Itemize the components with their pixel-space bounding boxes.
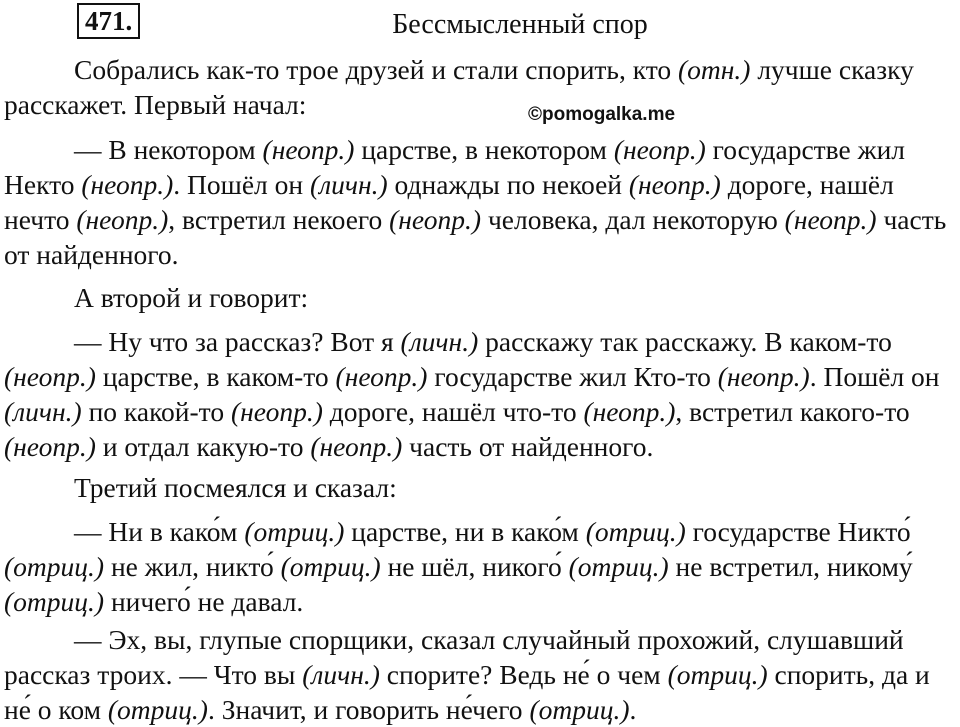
pronoun-category-note: (отриц.) [4,551,105,582]
pronoun-category-note: (отриц.) [529,694,630,725]
pronoun-category-note: (неопр.) [4,431,96,462]
watermark: ©pomogalka.me [528,104,676,125]
pronoun-category-note: (неопр.) [784,204,877,235]
pronoun-category-note: (личн.) [309,169,388,200]
paragraph-5: Третий посмеялся и сказал: [74,472,397,503]
pronoun-category-note: (личн.) [302,659,380,690]
pronoun-category-note: (неопр.) [4,361,96,392]
pronoun-category-note: (неопр.) [389,204,482,235]
pronoun-category-note: (неопр.) [583,396,676,427]
pronoun-category-note: (отн.) [678,54,751,85]
pronoun-category-note: (неопр.) [717,361,810,392]
pronoun-category-note: (неопр.) [76,204,169,235]
pronoun-category-note: (неопр.) [628,169,721,200]
paragraph-1: Собрались как-то трое друзей и стали спорить, кто (отн.) лучше сказку расскажет. Первый начал: [4,54,914,120]
exercise-number: 471. [77,3,140,39]
pronoun-category-note: (неопр.) [310,431,403,462]
pronoun-category-note: (отриц.) [107,694,208,725]
paragraph-3: А второй и говорит: [74,282,309,313]
paragraph-2: — В некотором (неопр.) царстве, в некотором (неопр.) государстве жил Некто (неопр.). Пошёл он (личн.) однажды по некоей (неопр.) дороге, нашёл нечто (неопр.), встретил некоего (неопр.) человека, дал некоторую (неопр.) часть от найденного. [4,134,947,270]
paragraph-6: — Ни в како́м (отриц.) царстве, ни в како́м (отриц.) государстве Никто́ (отриц.) не жил, никто́ (отриц.) не шёл, никого́ (отриц.) не встретил, никому́ (отриц.) ничего́ не давал. [4,516,913,617]
pronoun-category-note: (неопр.) [613,134,706,165]
pronoun-category-note: (отриц.) [585,516,686,547]
paragraph-4: — Ну что за рассказ? Вот я (личн.) расскажу так расскажу. В каком-то (неопр.) царстве, в каком-то (неопр.) государстве жил Кто-то (неопр.). Пошёл он (личн.) по какой-то (неопр.) дороге, нашёл что-то (неопр.), встретил какого-то (неопр.) и отдал какую-то (неопр.) часть от найденного. [4,326,940,462]
pronoun-category-note: (неопр.) [81,169,174,200]
pronoun-category-note: (личн.) [4,396,82,427]
pronoun-category-note: (отриц.) [4,586,105,617]
pronoun-category-note: (неопр.) [335,361,428,392]
pronoun-category-note: (отриц.) [280,551,381,582]
paragraph-7: — Эх, вы, глупые спорщики, сказал случайный прохожий, слушавший рассказ троих. — Что вы (личн.) спорите? Ведь не́ о чем (отриц.) спорить, да и не́ о ком (отриц.). Значит, и говорить не́чего (отриц.). [4,624,930,725]
pronoun-category-note: (личн.) [400,326,479,357]
pronoun-category-note: (отриц.) [568,551,669,582]
page-title: Бессмысленный спор [392,9,648,40]
pronoun-category-note: (отриц.) [667,659,768,690]
pronoun-category-note: (неопр.) [230,396,323,427]
pronoun-category-note: (неопр.) [262,134,355,165]
pronoun-category-note: (отриц.) [244,516,345,547]
